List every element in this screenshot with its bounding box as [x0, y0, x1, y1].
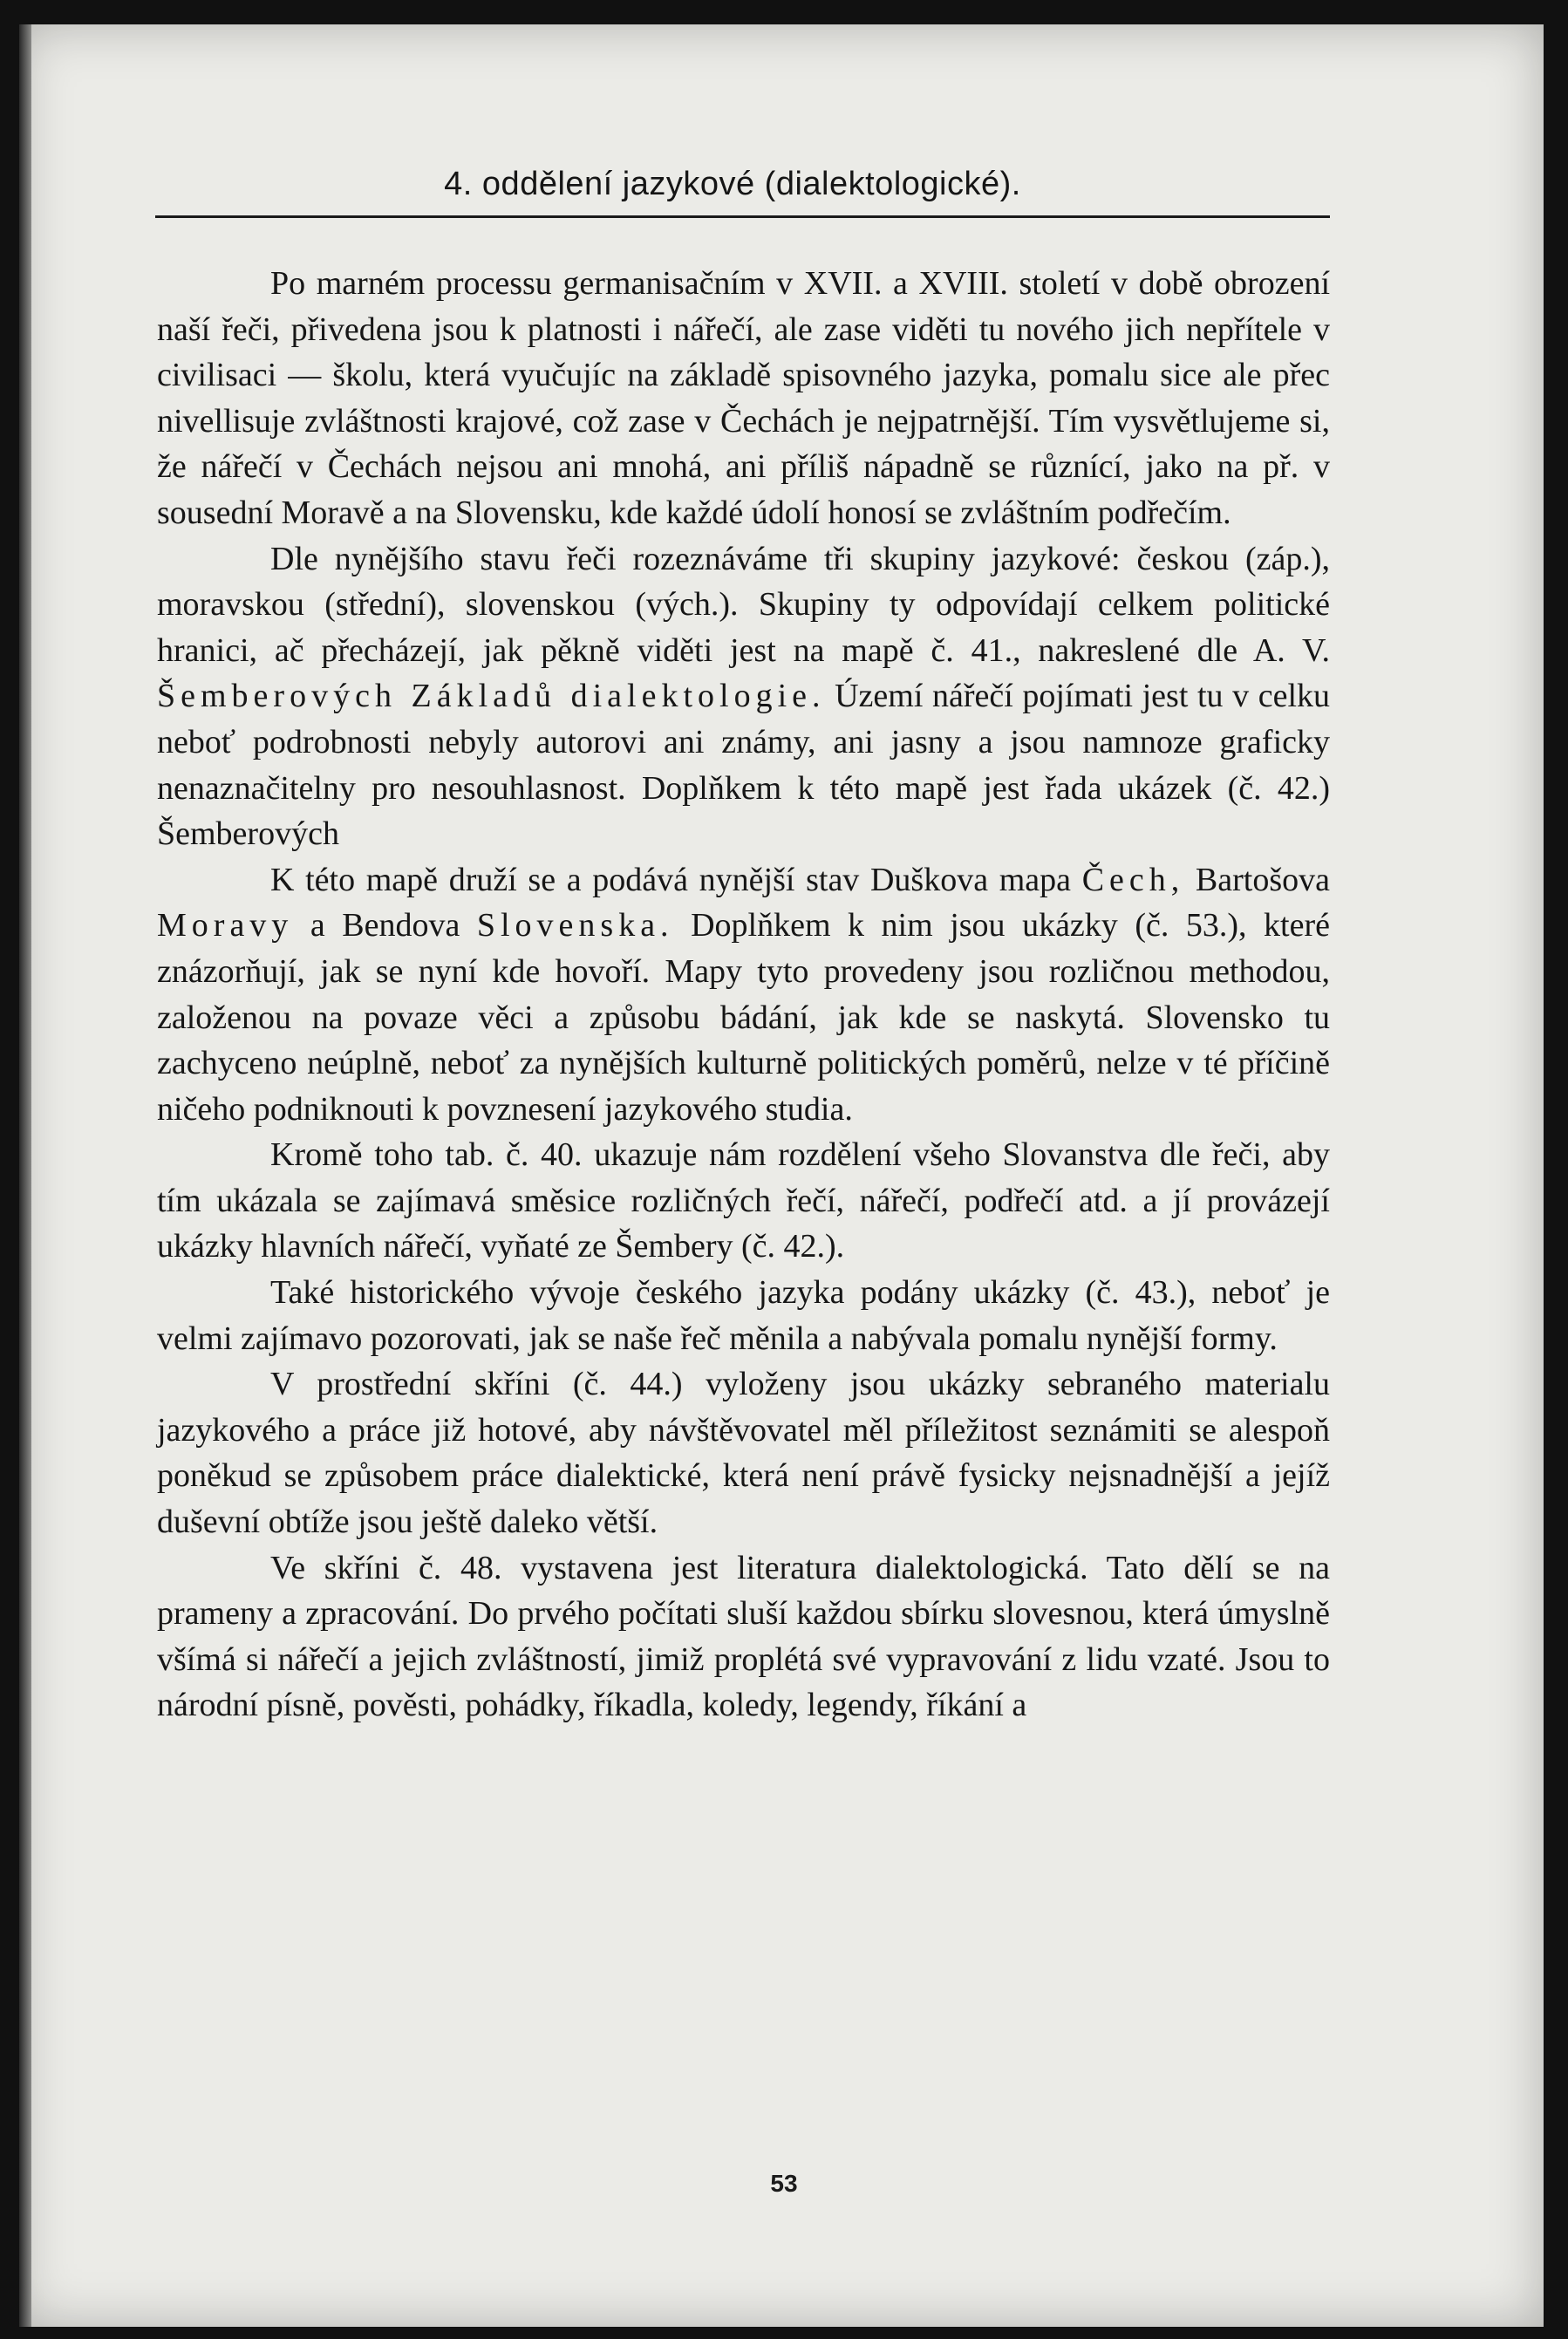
paragraph-2-text-b: Území nářečí pojímati jest tu v celku neboť podrobnosti nebyly autorovi ani známy, ani jasny a jsou namnoze graficky nenaznačitelny pro nesouhlasnost. Doplňkem k této mapě jest řada ukázek (č. 42.) Šemberových	[157, 678, 1330, 853]
paragraph-2	[157, 536, 1330, 857]
paragraph-4: Kromě toho tab. č. 40. ukazuje nám rozdělení všeho Slovanstva dle řeči, aby tím ukázala se zajímavá směsice rozličných řečí, nářečí, podřečí atd. a jí provázejí ukázky hlavních nářečí, vyňaté ze Šembery (č. 42.).	[157, 1136, 1330, 1265]
page-number: 53	[770, 2170, 798, 2197]
title-rule	[155, 215, 1330, 218]
paragraph-3-text-a: K této mapě druží se a podává nynější stav Duškova mapa	[270, 861, 1082, 898]
section-title: 4. oddělení jazykové (dialektologické).	[444, 166, 1021, 202]
paragraph-1: Po marném processu germanisačním v XVII. a XVIII. století v době obrození naší řeči, přivedena jsou k platnosti i nářečí, ale zase viděti tu nového jich nepřítele v civilisaci — školu, která vyučujíc na základě spisovného jazyka, pomalu sice ale přec nivellisuje zvláštnosti krajové, což zase v Čechách je nejpatrnější. Tím vysvětlujeme si, že nářečí v Čechách nejsou ani mnohá, ani příliš nápadně se různící, jako na př. v sousední Moravě a na Slovensku, kde každé údolí honosí se zvláštním podřečím.	[157, 265, 1330, 531]
spaced-title-semberovych: Šemberových Základů dialektologie.	[157, 678, 826, 715]
paragraph-3-text-c: a Bendova	[293, 907, 477, 944]
paragraph-6: V prostřední skříni (č. 44.) vyloženy jsou ukázky sebraného materialu jazykového a práce již hotové, aby návštěvovatel měl příležitost seznámiti se alespoň poněkud se způsobem práce dialektické, která není právě fysicky nejsnadnější a jejíž duševní obtíže jsou ještě daleko větší.	[157, 1366, 1330, 1541]
paragraph-3-text-d: Doplňkem k nim jsou ukázky (č. 53.), které znázorňují, jak se nyní kde hovoří. Mapy tyto provedeny jsou rozličnou methodou, založenou na povaze věci a způsobu bádání, jak kde se naskytá. Slovensko tu zachyceno neúplně, neboť za nynějších kulturně politických poměrů, nelze v té příčině ničeho podniknouti k povznesení jazykového studia.	[157, 907, 1330, 1128]
paragraph-7: Ve skříni č. 48. vystavena jest literatura dialektologická. Tato dělí se na prameny a zpracování. Do prvého počítati sluší každou sbírku slovesnou, která úmyslně všímá si nářečí a jejich zvláštností, jimiž proplétá své vypravování z lidu vzaté. Jsou to národní písně, pověsti, pohádky, říkadla, koledy, legendy, říkání a	[157, 1549, 1330, 1724]
paragraph-3	[157, 857, 1330, 1133]
spaced-cech: Čech,	[1081, 861, 1185, 898]
paragraph-3-text-b: Bartošova	[1184, 861, 1331, 898]
spaced-moravy: Moravy	[157, 907, 294, 944]
binding-edge	[19, 24, 31, 2327]
body-text	[157, 261, 1330, 1729]
paragraph-5: Také historického vývoje českého jazyka podány ukázky (č. 43.), neboť je velmi zajímavo pozorovati, jak se naše řeč měnila a nabývala pomalu nynější formy.	[157, 1274, 1330, 1357]
paragraph-2-text-a: Dle nynějšího stavu řeči rozeznáváme tři skupiny jazykové: českou (záp.), moravskou (střední), slovenskou (vých.). Skupiny ty odpovídají celkem politické hranici, ač přecházejí, jak pěkně viděti jest na mapě č. 41., nakreslené dle A. V.	[157, 540, 1330, 669]
spaced-slovenska: Slovenska.	[476, 907, 674, 944]
